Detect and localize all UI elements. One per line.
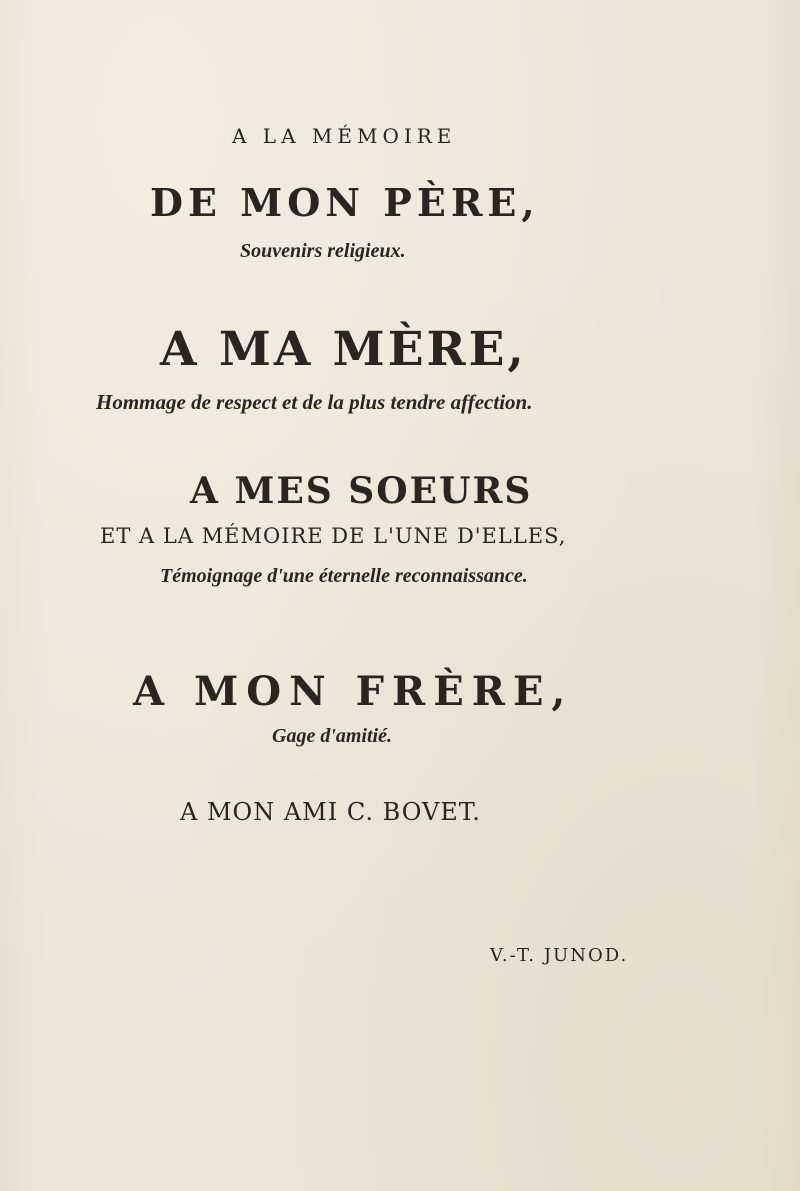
dedication-father: DE MON PÈRE, — [150, 180, 540, 225]
author-signature: V.-T. JUNOD. — [490, 945, 629, 966]
dedication-heading-memory: A LA MÉMOIRE — [232, 124, 457, 148]
dedication-brother-subtitle: Gage d'amitié. — [272, 725, 392, 747]
dedication-sisters-subtitle: Témoignage d'une éternelle reconnaissance. — [160, 565, 528, 587]
dedication-friend: A MON AMI C. BOVET. — [180, 798, 481, 826]
dedication-sisters: A MES SOEURS — [190, 470, 533, 512]
dedication-mother: A MA MÈRE, — [160, 322, 527, 377]
dedication-mother-subtitle: Hommage de respect et de la plus tendre affection. — [96, 390, 533, 414]
dedication-father-subtitle: Souvenirs religieux. — [240, 240, 406, 262]
dedication-sisters-memory: ET A LA MÉMOIRE DE L'UNE D'ELLES, — [100, 524, 567, 548]
dedication-brother: A MON FRÈRE, — [133, 668, 574, 715]
